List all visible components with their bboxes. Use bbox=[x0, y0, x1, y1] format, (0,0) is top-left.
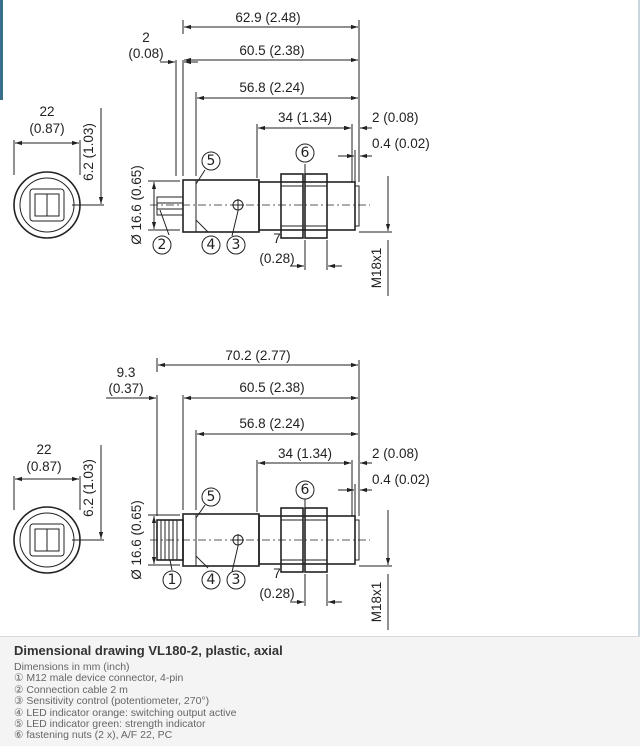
drawing-caption bbox=[0, 636, 640, 746]
bottom-thread-dim: 34 (1.34) bbox=[277, 446, 333, 461]
top-callout-4 bbox=[202, 236, 220, 254]
top-flat-dim: 6.2 (1.03) bbox=[81, 123, 96, 181]
top-offset-value: 2 bbox=[142, 30, 150, 45]
bottom-callout-1 bbox=[163, 571, 181, 589]
bottom-flat-dim: 6.2 (1.03) bbox=[81, 459, 96, 517]
caption-units: Dimensions in mm (inch) bbox=[14, 661, 130, 673]
bottom-thread-spec: M18x1 bbox=[369, 581, 384, 623]
svg-text:3: 3 bbox=[231, 237, 241, 253]
bottom-offset-value: 9.3 bbox=[116, 365, 136, 380]
bottom-housing-dim: 60.5 (2.38) bbox=[239, 380, 305, 395]
top-housing-dim: 60.5 (2.38) bbox=[239, 43, 305, 58]
legend-item-led-orange: ④ LED indicator orange: switching output active bbox=[14, 706, 237, 719]
top-thread-spec: M18x1 bbox=[369, 247, 384, 289]
top-nut-value: 7 bbox=[273, 231, 281, 246]
legend-item-connector: ① M12 male device connector, 4-pin bbox=[14, 672, 184, 685]
top-offset-inch: (0.08) bbox=[128, 46, 164, 61]
top-nut-inch: (0.28) bbox=[259, 251, 295, 266]
bottom-callout-4 bbox=[202, 571, 220, 589]
svg-text:3: 3 bbox=[231, 572, 241, 588]
top-face-small-dim: 0.4 (0.02) bbox=[372, 136, 430, 151]
top-to-thread-dim: 56.8 (2.24) bbox=[239, 80, 305, 95]
legend-item-led-green: ⑤ LED indicator green: strength indicator bbox=[14, 718, 206, 731]
bottom-callout-5 bbox=[202, 488, 220, 506]
top-overall-dim: 62.9 (2.48) bbox=[235, 10, 301, 25]
caption-legend bbox=[14, 662, 640, 742]
svg-text:2: 2 bbox=[157, 237, 167, 253]
svg-text:5: 5 bbox=[206, 489, 216, 505]
bottom-face-gap-dim: 2 (0.08) bbox=[372, 446, 419, 461]
svg-text:4: 4 bbox=[206, 237, 216, 253]
bottom-offset-inch: (0.37) bbox=[108, 381, 144, 396]
svg-text:1: 1 bbox=[167, 572, 177, 588]
bottom-width-value: 22 bbox=[36, 442, 52, 457]
caption-title: Dimensional drawing VL180-2, plastic, axial bbox=[14, 643, 283, 658]
top-callout-2 bbox=[153, 236, 171, 254]
bottom-overall-dim: 70.2 (2.77) bbox=[225, 348, 291, 363]
top-diameter-dim: Ø 16.6 (0.65) bbox=[129, 165, 144, 245]
top-width-value: 22 bbox=[39, 104, 55, 119]
bottom-width-inch: (0.87) bbox=[26, 459, 62, 474]
top-width-inch: (0.87) bbox=[29, 121, 65, 136]
bottom-callout-3 bbox=[227, 571, 245, 589]
bottom-drawing bbox=[14, 348, 430, 630]
top-side-view bbox=[128, 10, 429, 296]
bottom-side-view bbox=[106, 348, 430, 630]
bottom-nut-inch: (0.28) bbox=[259, 586, 295, 601]
bottom-face-small-dim: 0.4 (0.02) bbox=[372, 472, 430, 487]
svg-text:5: 5 bbox=[206, 153, 216, 169]
top-callout-5 bbox=[202, 152, 220, 170]
legend-item-potentiometer: ③ Sensitivity control (potentiometer, 270°) bbox=[14, 695, 210, 708]
legend-item-cable: ② Connection cable 2 m bbox=[14, 683, 128, 696]
top-callout-3 bbox=[227, 236, 245, 254]
top-end-view bbox=[14, 104, 104, 238]
top-drawing bbox=[14, 10, 430, 296]
top-callout-6 bbox=[296, 144, 314, 162]
legend-item-nuts: ⑥ fastening nuts (2 x), A/F 22, PC bbox=[14, 729, 173, 742]
top-thread-dim: 34 (1.34) bbox=[277, 110, 333, 125]
bottom-diameter-dim: Ø 16.6 (0.65) bbox=[129, 500, 144, 580]
top-face-gap-dim: 2 (0.08) bbox=[372, 110, 419, 125]
bottom-nut-value: 7 bbox=[273, 566, 281, 581]
bottom-callout-6 bbox=[296, 481, 314, 499]
svg-text:6: 6 bbox=[300, 145, 310, 161]
bottom-end-view bbox=[14, 442, 104, 573]
svg-text:4: 4 bbox=[206, 572, 216, 588]
bottom-to-thread-dim: 56.8 (2.24) bbox=[239, 416, 305, 431]
svg-text:6: 6 bbox=[300, 482, 310, 498]
